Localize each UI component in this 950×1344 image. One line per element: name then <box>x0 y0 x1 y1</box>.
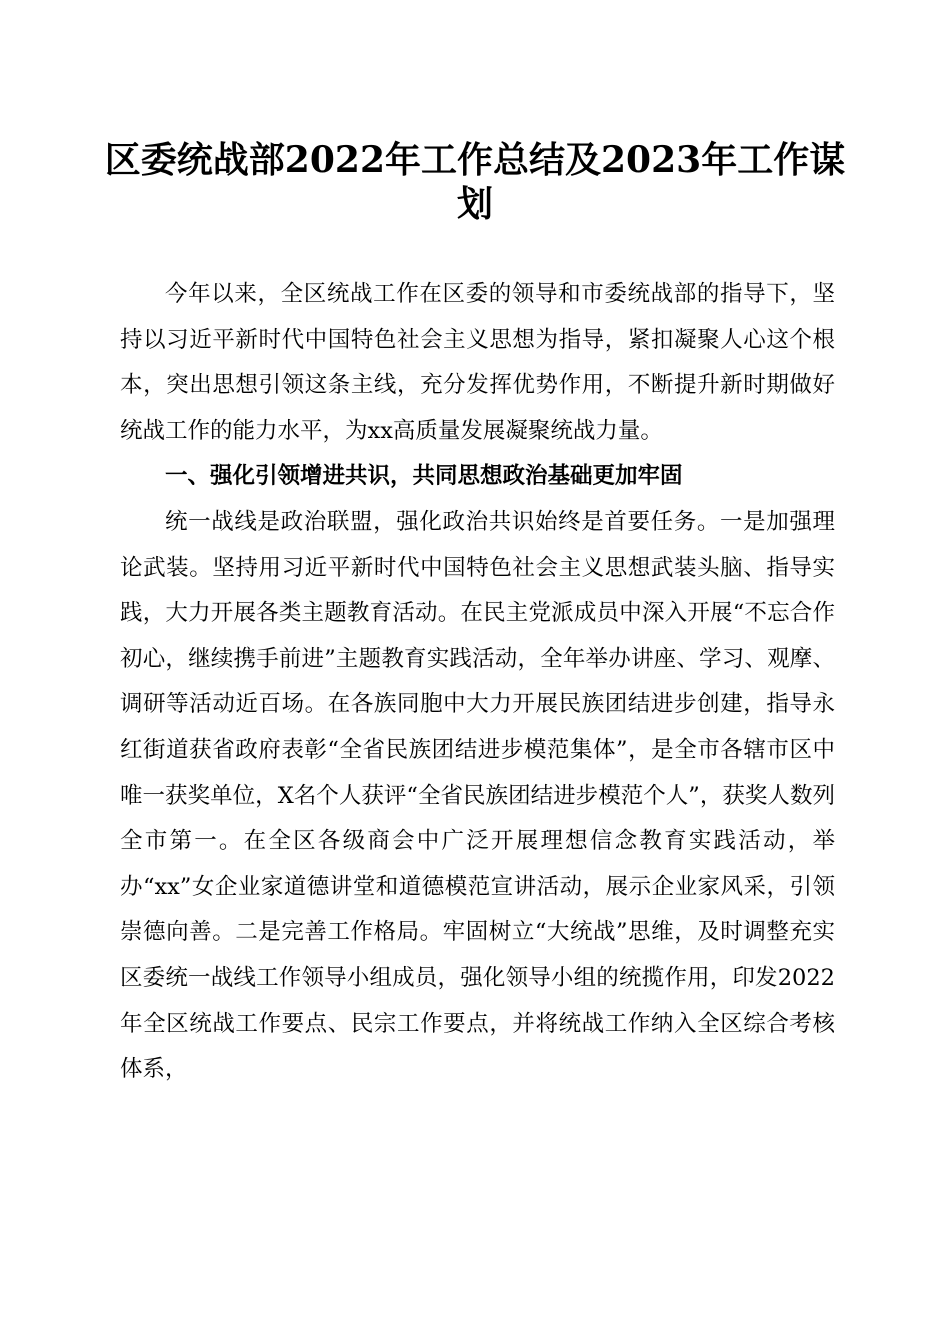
section-paragraph: 统一战线是政治联盟，强化政治共识始终是首要任务。一是加强理论武装。坚持用习近平新时代中国特色社会主义思想武装头脑、指导实践，大力开展各类主题教育活动。在民主党派成员中深入开展“不忘合作初心，继续携手前进”主题教育实践活动，全年举办讲座、学习、观摩、调研等活动近百场。在各族同胞中大力开展民族团结进步创建，指导永红街道获省政府表彰“全省民族团结进步模范集体”，是全市各辖市区中唯一获奖单位，X名个人获评“全省民族团结进步模范个人”，获奖人数列全市第一。在全区各级商会中广泛开展理想信念教育实践活动，举办“xx”女企业家道德讲堂和道德模范宣讲活动，展示企业家风采，引领崇德向善。二是完善工作格局。牢固树立“大统战”思维，及时调整充实区委统一战线工作领导小组成员，强化领导小组的统揽作用，印发2022年全区统战工作要点、民宗工作要点，并将统战工作纳入全区综合考核体系， <box>120 508 835 1083</box>
intro-paragraph: 今年以来，全区统战工作在区委的领导和市委统战部的指导下，坚持以习近平新时代中国特色社会主义思想为指导，紧扣凝聚人心这个根本，突出思想引领这条主线，充分发挥优势作用，不断提升新时期做好统战工作的能力水平，为xx高质量发展凝聚统战力量。 <box>120 281 835 444</box>
document-title: 区委统战部2022年工作总结及2023年工作谋划 <box>104 139 846 225</box>
section-heading: 一、强化引领增进共识，共同思想政治基础更加牢固 <box>165 463 683 490</box>
document-body <box>120 272 835 1093</box>
